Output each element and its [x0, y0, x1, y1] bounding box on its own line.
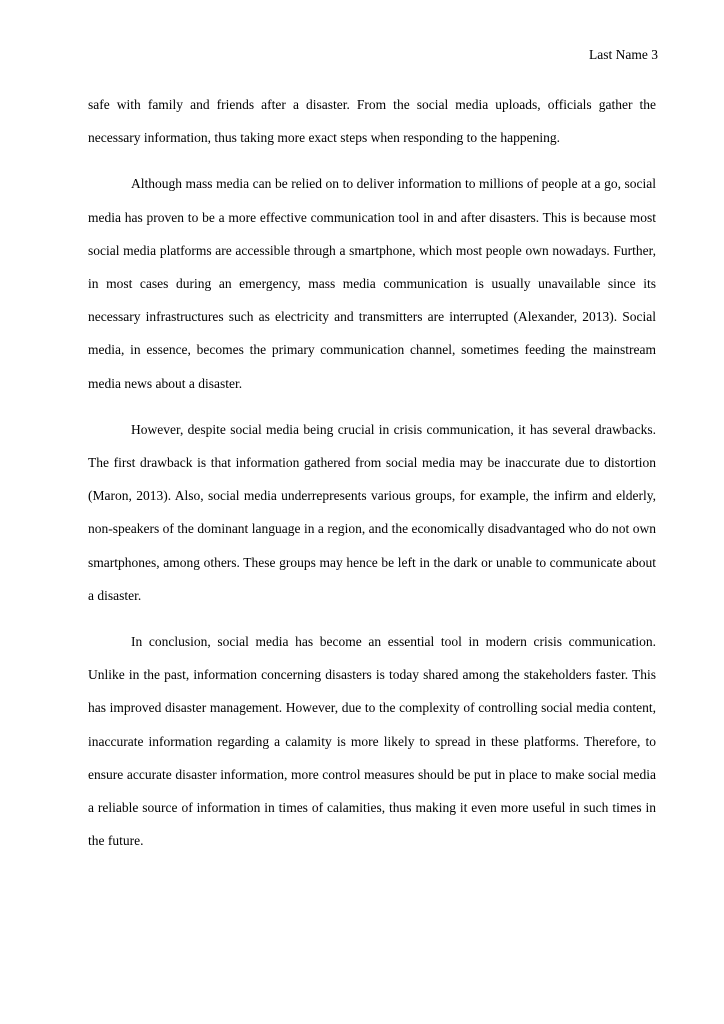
- paragraph-drawbacks: However, despite social media being crucial in crisis communication, it has several drawbacks. The first drawback is that information gathered from social media may be inaccurate due to distortion (Maron, 2013). Also, social media underrepresents various groups, for example, the infirm and elderly, non-speakers of the dominant language in a region, and the economically disadvantaged who do not own smartphones, among others. These groups may hence be left in the dark or unable to communicate about a disaster.: [88, 421, 656, 603]
- paragraph-continued: safe with family and friends after a disaster. From the social media uploads, officials gather the necessary information, thus taking more exact steps when responding to the happening.: [88, 97, 656, 146]
- paragraph-conclusion: In conclusion, social media has become an essential tool in modern crisis communication. Unlike in the past, information concerning disasters is today shared among the stakeholders faster. This has improved disaster management. However, due to the complexity of controlling social media content, inaccurate information regarding a calamity is more likely to spread in these platforms. Therefore, to ensure accurate disaster information, more control measures should be put in place to make social media a reliable source of information in times of calamities, thus making it even more useful in such times in the future.: [88, 634, 656, 849]
- paragraph-mass-media: Although mass media can be relied on to deliver information to millions of people at a go, social media has proven to be a more effective communication tool in and after disasters. This is because most social media platforms are accessible through a smartphone, which most people own nowadays. Further, in most cases during an emergency, mass media communication is usually unavailable since its necessary infrastructures such as electricity and transmitters are interrupted (Alexander, 2013). Social media, in essence, becomes the primary communication channel, sometimes feeding the mainstream media news about a disaster.: [88, 176, 656, 391]
- body-text: [88, 88, 656, 857]
- running-head: Last Name 3: [589, 47, 658, 62]
